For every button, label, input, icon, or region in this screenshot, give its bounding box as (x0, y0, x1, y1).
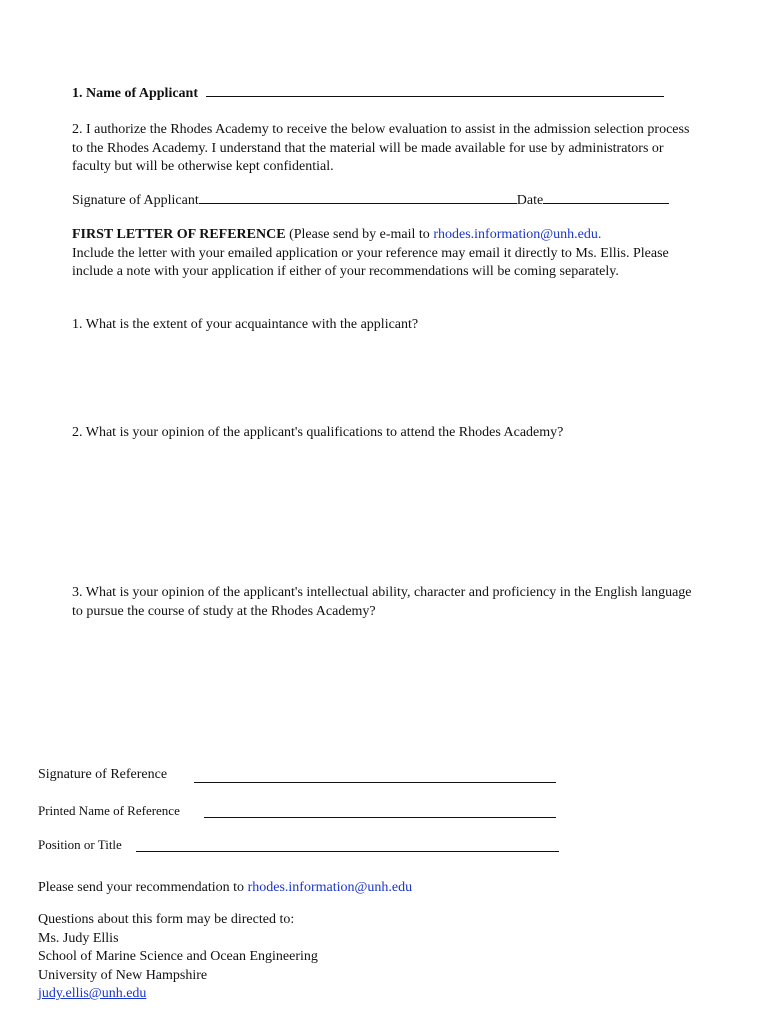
printed-name-line[interactable] (204, 816, 556, 818)
reference-instructions: Include the letter with your emailed application or your reference may email it directly to Ms. Ellis. Please include a note with your application if either of your recommendations will be coming separately. (72, 245, 669, 279)
applicant-name-row (72, 85, 664, 104)
position-line[interactable] (136, 850, 559, 852)
reference-email-link[interactable]: rhodes.information@unh.edu. (433, 227, 602, 242)
contact-school: School of Marine Science and Ocean Engineering (38, 949, 318, 964)
reference-heading: FIRST LETTER OF REFERENCE (72, 227, 286, 242)
reference-signature-label: Signature of Reference (38, 767, 168, 782)
printed-name-label: Printed Name of Reference (38, 803, 180, 818)
question-1: 1. What is the extent of your acquaintance with the applicant? (72, 317, 419, 332)
position-label: Position or Title (38, 837, 122, 852)
reference-signature-line[interactable] (194, 781, 556, 783)
contact-email-link[interactable]: judy.ellis@unh.edu (38, 986, 147, 1001)
applicant-signature-line[interactable] (199, 202, 517, 204)
reference-signature-row (38, 766, 167, 785)
date-label: Date (516, 193, 544, 208)
position-row (38, 836, 122, 855)
question-2: 2. What is your opinion of the applicant's qualifications to attend the Rhodes Academy? (72, 425, 564, 440)
applicant-signature-row (72, 192, 669, 211)
printed-name-row (38, 802, 180, 821)
applicant-name-line[interactable] (206, 95, 664, 97)
contact-university: University of New Hampshire (38, 967, 208, 983)
contact-name: Ms. Judy Ellis (38, 930, 119, 946)
applicant-name-label: 1. Name of Applicant (72, 86, 198, 101)
reference-intro-text: (Please send by e-mail to (285, 227, 434, 242)
send-note-email-link[interactable]: rhodes.information@unh.edu (247, 880, 413, 895)
send-note-text: Please send your recommendation to (38, 880, 248, 895)
contact-block (38, 911, 318, 1004)
applicant-signature-label: Signature of Applicant (72, 193, 199, 208)
date-line[interactable] (543, 202, 669, 204)
contact-intro: Questions about this form may be directed to: (38, 912, 295, 927)
question-3: 3. What is your opinion of the applicant's intellectual ability, character and proficiency in the English language to pursue the course of study at the Rhodes Academy? (72, 585, 692, 619)
send-note (38, 879, 412, 898)
reference-intro (72, 226, 672, 282)
authorization-paragraph: 2. I authorize the Rhodes Academy to receive the below evaluation to assist in the admission selection process to the Rhodes Academy. I understand that the material will be made available for use by administrators or faculty but will be otherwise kept confidential. (72, 122, 690, 174)
